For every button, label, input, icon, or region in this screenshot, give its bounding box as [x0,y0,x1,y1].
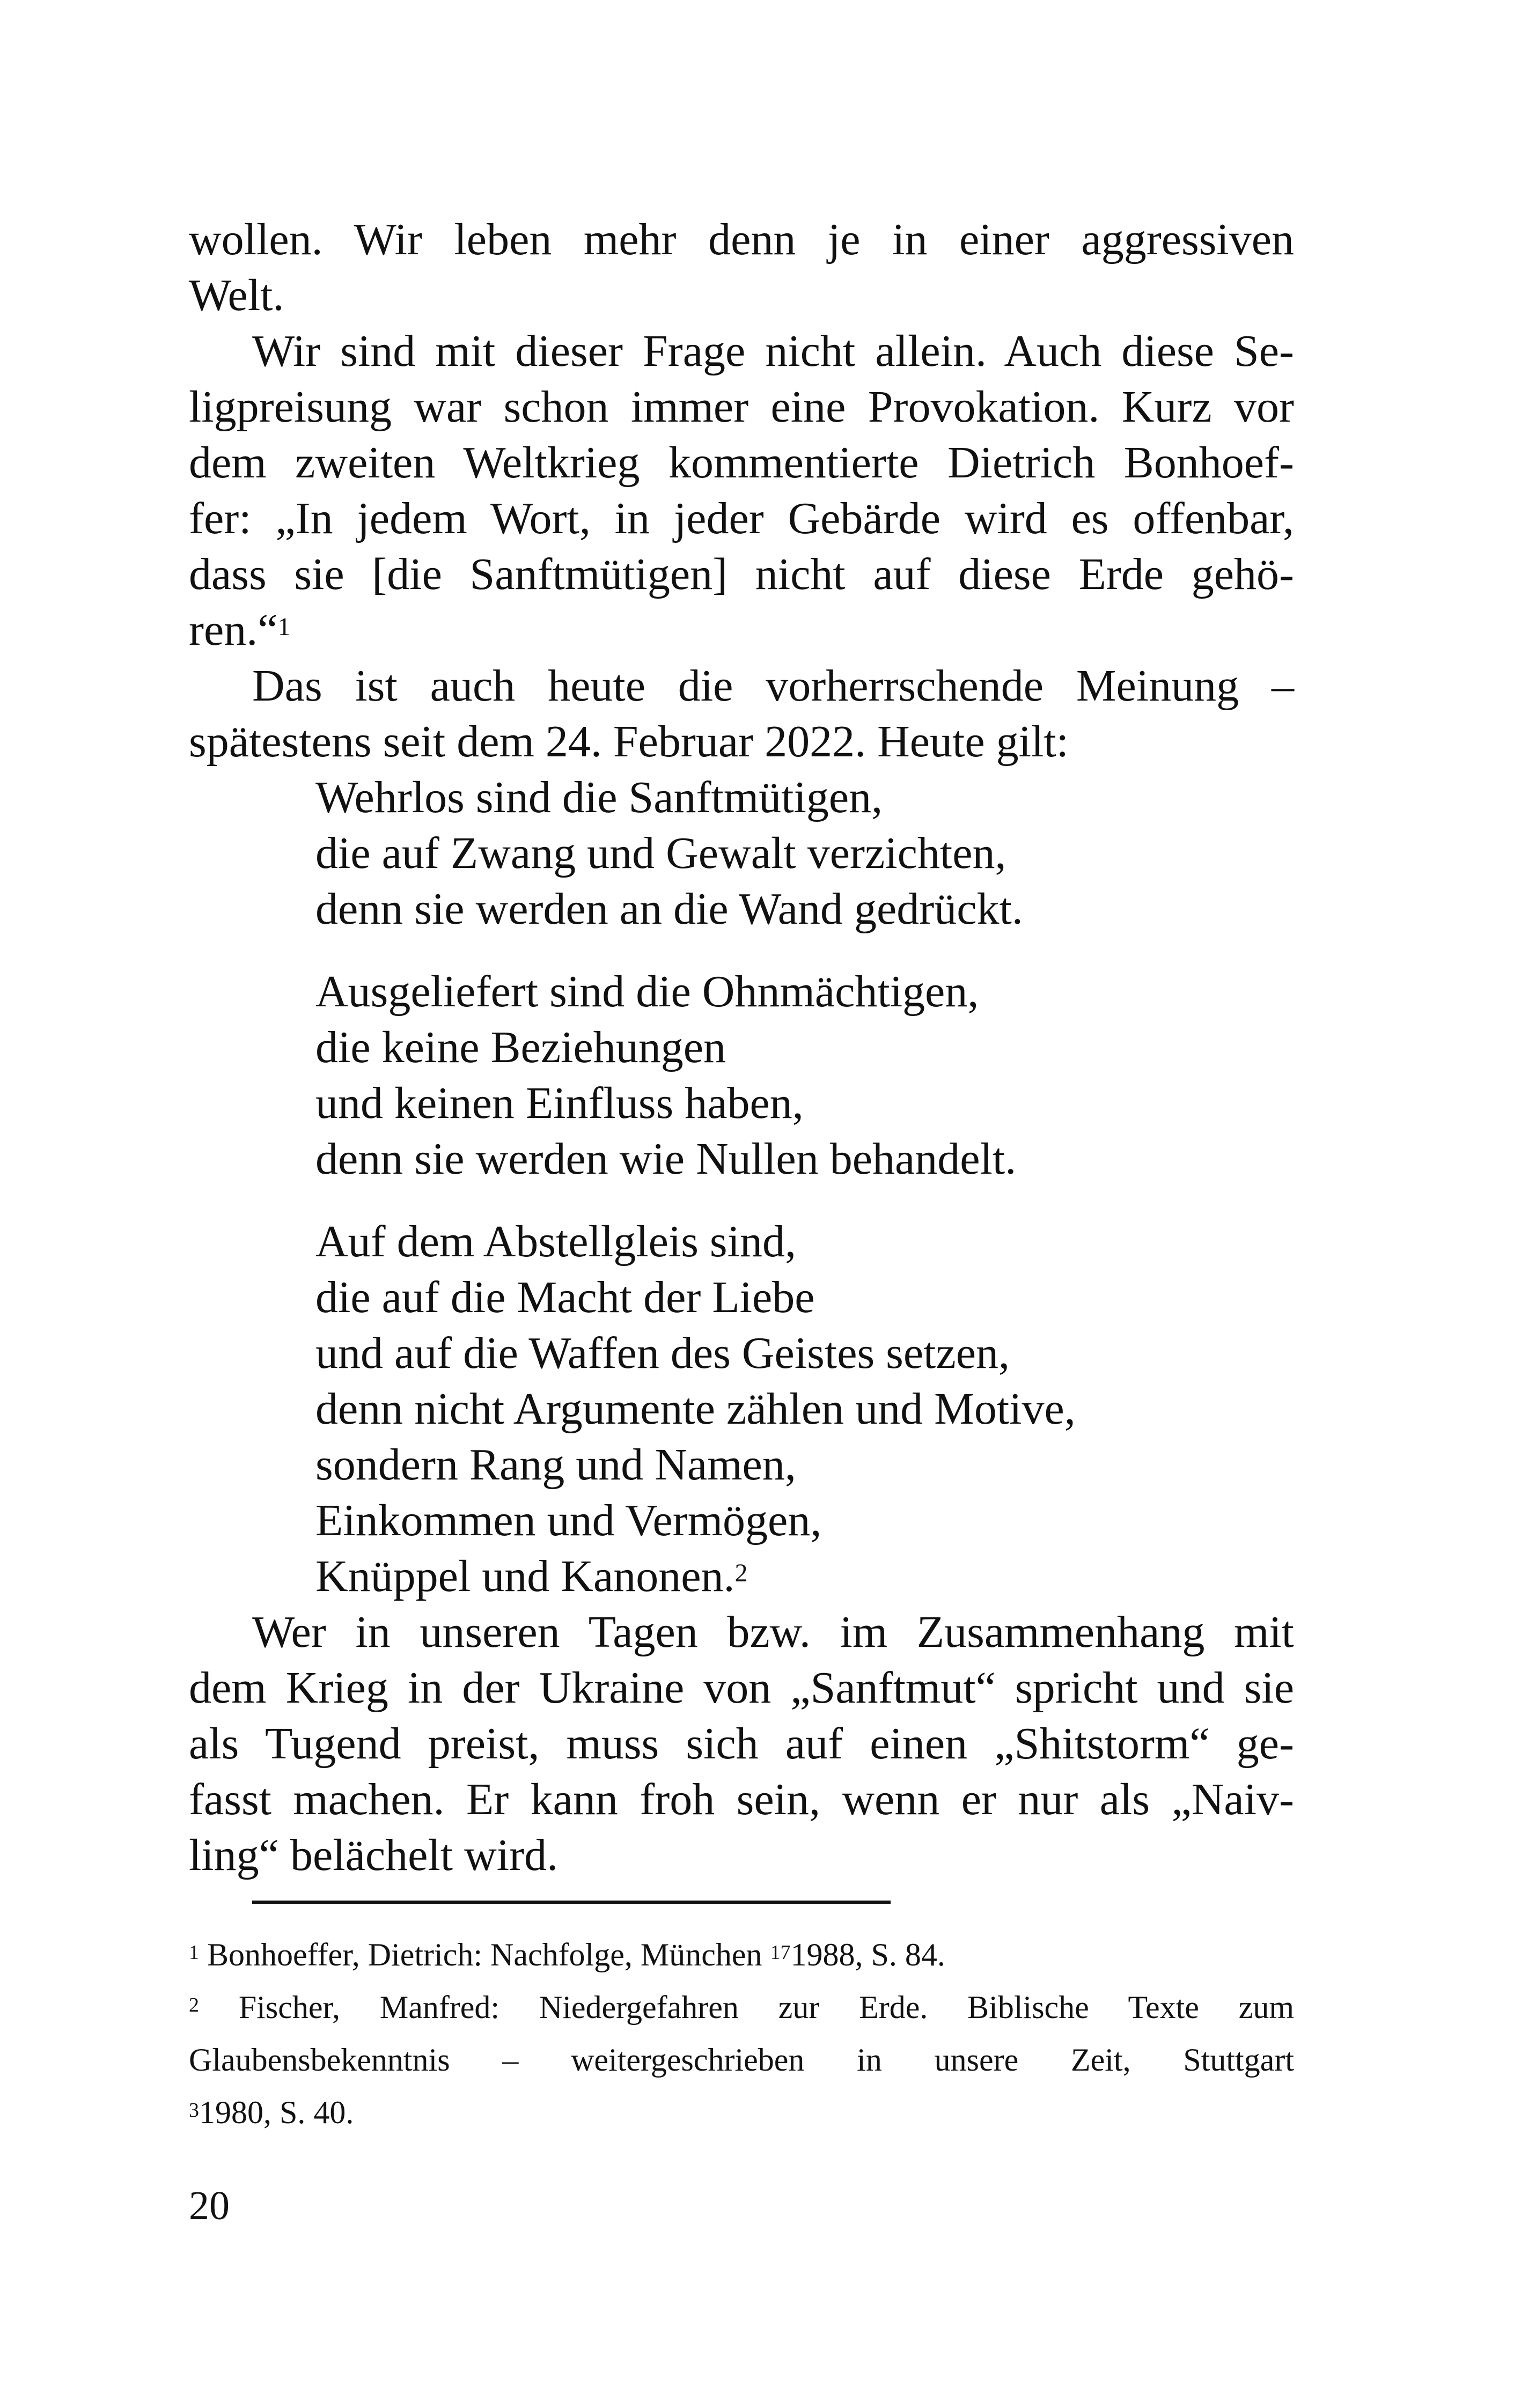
stanza-gap [315,937,1294,964]
footnotes [189,1928,1294,2139]
poem [189,770,1294,1604]
footnote-text: Fischer, Manfred: Niedergefahren zur Erde. Biblische Texte zum [238,1990,1295,2025]
poem-line: Einkommen und Vermögen, [315,1496,822,1545]
poem-line: sondern Rang und Namen, [315,1440,796,1490]
edition-number: 17 [770,1941,791,1964]
poem-line: die keine Beziehungen [315,1022,726,1072]
text-line: spätestens seit dem 24. Februar 2022. Heute gilt: [189,717,1069,767]
footnote-reference: 1 [277,613,291,641]
text-span: Knüppel und Kanonen. [315,1551,735,1601]
poem-line: Wehrlos sind die Sanftmütigen, [315,772,883,822]
poem-line: denn sie werden wie Nullen behandelt. [315,1134,1017,1184]
poem-line: Auf dem Abstellgleis sind, [315,1217,796,1266]
footnote-text: 1988, S. 84. [790,1937,945,1972]
poem-line: und keinen Einfluss haben, [315,1078,804,1128]
text-line: dem Krieg in der Ukraine von „Sanftmut“ spricht und sie [189,1663,1294,1713]
text-line: Das ist auch heute die vorherrschende Meinung – [252,661,1294,711]
text-line: fasst machen. Er kann froh sein, wenn er nur als „Naiv- [189,1774,1294,1824]
footnote-2-line [189,2086,1294,2139]
text-line: wollen. Wir leben mehr denn je in einer aggressiven [189,215,1294,264]
footnote-marker: 2 [189,1994,199,2016]
footnote-separator [252,1901,891,1904]
text-line: Welt. [189,270,284,320]
footnote-2-line [189,1981,1294,2034]
footnote-text: 1980, S. 40. [199,2095,354,2130]
poem-line: die auf Zwang und Gewalt verzichten, [315,828,1006,878]
text-line: dem zweiten Weltkrieg kommentierte Dietrich Bonhoef- [189,438,1294,488]
footnote-1 [189,1928,1294,1981]
text-line: dass sie [die Sanftmütigen] nicht auf diese Erde gehö- [189,549,1294,599]
text-line: Wer in unseren Tagen bzw. im Zusammenhang mit [252,1607,1294,1657]
text-line: Wir sind mit dieser Frage nicht allein. Auch diese Se- [252,326,1294,376]
main-text [189,212,1294,1883]
poem-line: denn sie werden an die Wand gedrückt. [315,884,1023,934]
edition-number: 3 [189,2099,199,2122]
poem-line: und auf die Waffen des Geistes setzen, [315,1328,1010,1378]
footnote-2-line: Glaubensbekenntnis – weitergeschrieben in unsere Zeit, Stuttgart [189,2042,1294,2078]
footnote-reference: 2 [734,1559,748,1587]
text-line [189,602,1294,658]
footnote-marker: 1 [189,1941,199,1964]
text-line: fer: „In jedem Wort, in jeder Gebärde wird es offenbar, [189,494,1294,543]
text-line: als Tugend preist, muss sich auf einen „Shitstorm“ ge- [189,1719,1294,1769]
poem-line: Ausgeliefert sind die Ohnmächtigen, [315,967,979,1017]
text-line: ligpreisung war schon immer eine Provokation. Kurz vor [189,382,1294,432]
page-number: 20 [189,2183,230,2228]
footnote-text: Bonhoeffer, Dietrich: Nachfolge, München [207,1937,762,1972]
text-span: ren.“ [189,605,278,655]
poem-line [315,1549,1294,1604]
text-line: ling“ belächelt wird. [189,1830,559,1880]
stanza-gap [315,1187,1294,1214]
poem-line: denn nicht Argumente zählen und Motive, [315,1384,1076,1434]
poem-line: die auf die Macht der Liebe [315,1272,815,1322]
